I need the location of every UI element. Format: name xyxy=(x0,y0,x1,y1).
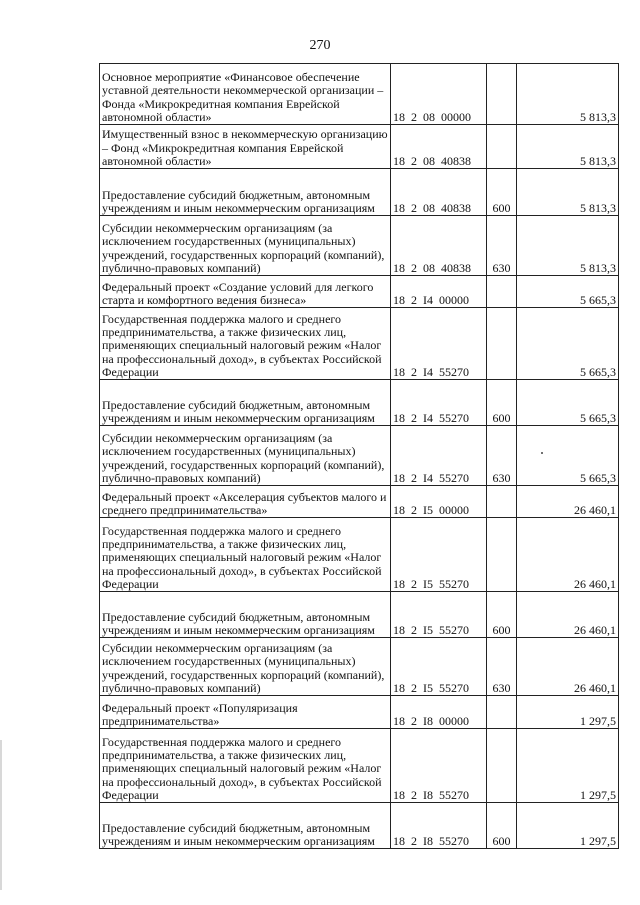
row-code: 18 2 I8 55270 xyxy=(391,729,487,803)
budget-table-body xyxy=(100,64,619,849)
table-row xyxy=(100,638,619,696)
row-code: 18 2 I4 55270 xyxy=(391,308,487,380)
row-sum: 26 460,1 xyxy=(517,638,619,696)
row-code: 18 2 08 00000 xyxy=(391,64,487,125)
row-name: Субсидии некоммерческим организациям (за исключением государственных (муниципальных) учреждений, государственных корпораций (компаний), публично-правовых компаний) xyxy=(100,216,391,276)
row-expense-type: 630 xyxy=(487,638,517,696)
row-code: 18 2 I4 55270 xyxy=(391,426,487,486)
table-row xyxy=(100,592,619,638)
table-row xyxy=(100,216,619,276)
row-expense-type xyxy=(487,64,517,125)
row-code: 18 2 I8 55270 xyxy=(391,803,487,849)
row-name: Государственная поддержка малого и среднего предпринимательства, а также физических лиц, применяющих специальный налоговый режим «Налог на профессиональный доход», в субъектах Российской Федерации xyxy=(100,518,391,592)
row-expense-type xyxy=(487,518,517,592)
row-sum: 5 813,3 xyxy=(517,64,619,125)
row-name: Государственная поддержка малого и среднего предпринимательства, а также физических лиц, применяющих специальный налоговый режим «Налог на профессиональный доход», в субъектах Российской Федерации xyxy=(100,729,391,803)
table-row xyxy=(100,518,619,592)
row-sum: 5 813,3 xyxy=(517,169,619,216)
scan-edge-shadow xyxy=(0,740,2,890)
row-sum: 5 813,3 xyxy=(517,125,619,169)
row-name: Предоставление субсидий бюджетным, автономным учреждениям и иным некоммерческим организациям xyxy=(100,169,391,216)
row-name: Субсидии некоммерческим организациям (за исключением государственных (муниципальных) учреждений, государственных корпораций (компаний), публично-правовых компаний) xyxy=(100,638,391,696)
page-number: 270 xyxy=(309,38,331,53)
row-code: 18 2 08 40838 xyxy=(391,216,487,276)
scan-ink-dot xyxy=(541,452,543,454)
row-sum: 26 460,1 xyxy=(517,486,619,518)
row-expense-type: 600 xyxy=(487,380,517,426)
row-sum: 26 460,1 xyxy=(517,518,619,592)
row-expense-type: 600 xyxy=(487,803,517,849)
row-expense-type xyxy=(487,308,517,380)
row-sum: 1 297,5 xyxy=(517,729,619,803)
row-sum: 5 665,3 xyxy=(517,380,619,426)
table-row xyxy=(100,729,619,803)
budget-table xyxy=(99,63,619,849)
row-expense-type xyxy=(487,729,517,803)
table-row xyxy=(100,803,619,849)
table-row xyxy=(100,276,619,308)
table-row xyxy=(100,696,619,729)
row-name: Федеральный проект «Создание условий для легкого старта и комфортного ведения бизнеса» xyxy=(100,276,391,308)
row-expense-type: 630 xyxy=(487,426,517,486)
row-expense-type xyxy=(487,486,517,518)
table-row xyxy=(100,486,619,518)
row-code: 18 2 I5 00000 xyxy=(391,486,487,518)
table-row xyxy=(100,64,619,125)
row-expense-type xyxy=(487,125,517,169)
row-code: 18 2 08 40838 xyxy=(391,125,487,169)
row-name: Предоставление субсидий бюджетным, автономным учреждениям и иным некоммерческим организациям xyxy=(100,592,391,638)
row-name: Предоставление субсидий бюджетным, автономным учреждениям и иным некоммерческим организациям xyxy=(100,380,391,426)
row-expense-type xyxy=(487,276,517,308)
row-expense-type: 600 xyxy=(487,592,517,638)
row-name: Субсидии некоммерческим организациям (за исключением государственных (муниципальных) учреждений, государственных корпораций (компаний), публично-правовых компаний) xyxy=(100,426,391,486)
row-code: 18 2 I4 55270 xyxy=(391,380,487,426)
row-code: 18 2 I5 55270 xyxy=(391,518,487,592)
row-sum: 1 297,5 xyxy=(517,696,619,729)
row-sum: 5 665,3 xyxy=(517,276,619,308)
row-code: 18 2 I8 00000 xyxy=(391,696,487,729)
row-expense-type: 600 xyxy=(487,169,517,216)
table-row xyxy=(100,380,619,426)
table-row xyxy=(100,169,619,216)
row-sum: 26 460,1 xyxy=(517,592,619,638)
row-sum: 5 665,3 xyxy=(517,426,619,486)
row-name: Предоставление субсидий бюджетным, автономным учреждениям и иным некоммерческим организациям xyxy=(100,803,391,849)
row-name: Основное мероприятие «Финансовое обеспечение уставной деятельности некоммерческой организации – Фонда «Микрокредитная компания Еврейской автономной области» xyxy=(100,64,391,125)
row-code: 18 2 08 40838 xyxy=(391,169,487,216)
row-code: 18 2 I4 00000 xyxy=(391,276,487,308)
row-sum: 5 813,3 xyxy=(517,216,619,276)
row-code: 18 2 I5 55270 xyxy=(391,592,487,638)
row-expense-type: 630 xyxy=(487,216,517,276)
table-row xyxy=(100,125,619,169)
row-name: Федеральный проект «Популяризация предпринимательства» xyxy=(100,696,391,729)
row-name: Государственная поддержка малого и среднего предпринимательства, а также физических лиц, применяющих специальный налоговый режим «Налог на профессиональный доход», в субъектах Российской Федерации xyxy=(100,308,391,380)
table-row xyxy=(100,308,619,380)
row-sum: 1 297,5 xyxy=(517,803,619,849)
row-name: Имущественный взнос в некоммерческую организацию – Фонд «Микрокредитная компания Еврейской автономной области» xyxy=(100,125,391,169)
row-expense-type xyxy=(487,696,517,729)
row-sum: 5 665,3 xyxy=(517,308,619,380)
row-code: 18 2 I5 55270 xyxy=(391,638,487,696)
row-name: Федеральный проект «Акселерация субъектов малого и среднего предпринимательства» xyxy=(100,486,391,518)
table-row xyxy=(100,426,619,486)
